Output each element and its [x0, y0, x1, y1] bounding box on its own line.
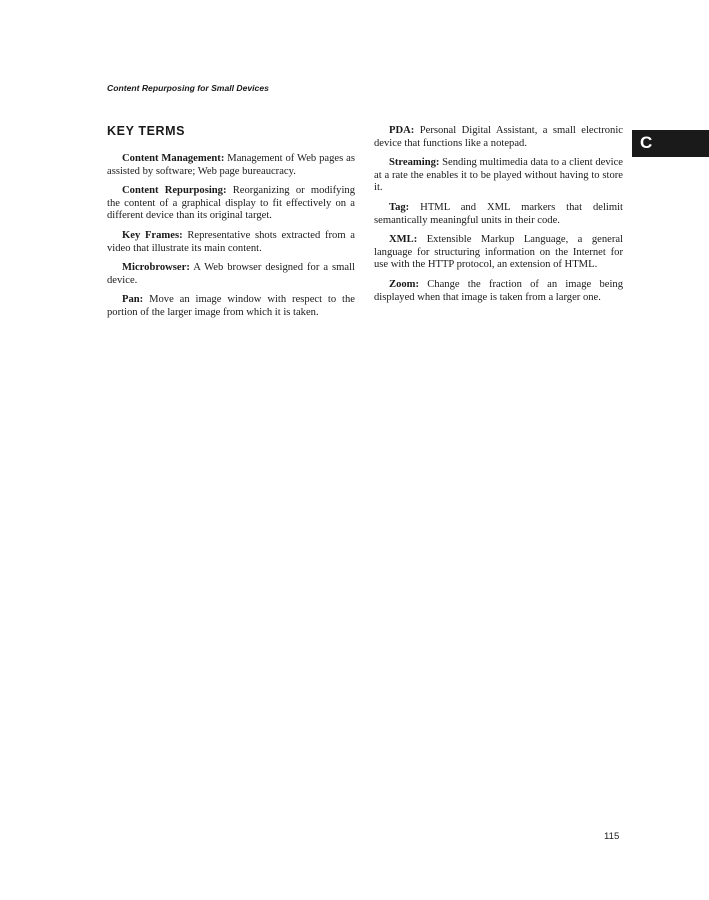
glossary-definition: A Web browser designed for a small device.: [107, 262, 355, 286]
glossary-definition: Reorganizing or modifying the content of a graphical display to fit effectively on a different device than its original target.: [107, 185, 355, 222]
glossary-term: PDA:: [389, 125, 415, 136]
glossary-definition: Move an image window with respect to the portion of the larger image from which it is taken.: [107, 294, 355, 318]
glossary-entry: [107, 262, 355, 287]
glossary-entry: [107, 185, 355, 223]
glossary-entry: [107, 230, 355, 255]
glossary-entry: [107, 153, 355, 178]
page-number: 115: [604, 831, 620, 842]
glossary-entry: [374, 202, 623, 227]
glossary-term: Tag:: [389, 201, 410, 213]
chapter-letter: C: [640, 133, 653, 152]
chapter-thumb-tab: [632, 130, 709, 157]
key-terms-right-column: [374, 125, 623, 311]
glossary-term: Zoom:: [389, 278, 420, 290]
glossary-entry: [374, 279, 623, 304]
glossary-entry: [374, 125, 623, 150]
glossary-definition: Management of Web pages as assisted by software; Web page bureaucracy.: [107, 153, 355, 177]
glossary-definition: Personal Digital Assistant, a small electronic device that functions like a notepad.: [374, 125, 623, 149]
glossary-definition: Sending multimedia data to a client device at a rate the enables it to be played without having to store it.: [374, 157, 623, 194]
glossary-term: Streaming:: [389, 157, 440, 169]
glossary-term: Pan:: [122, 294, 144, 306]
glossary-term: Content Management:: [122, 153, 225, 164]
section-title: KEY TERMS: [107, 124, 186, 138]
glossary-term: Microbrowser:: [122, 262, 190, 274]
glossary-definition: HTML and XML markers that delimit semantically meaningful units in their code.: [374, 201, 623, 226]
glossary-definition: Representative shots extracted from a video that illustrate its main content.: [107, 229, 355, 254]
glossary-definition: Change the fraction of an image being displayed when that image is taken from a larger one.: [374, 278, 623, 303]
glossary-definition: Extensible Markup Language, a general language for structuring information on the Internet for use with the HTTP protocol, an extension of HTML.: [374, 234, 623, 271]
glossary-entry: [107, 294, 355, 319]
glossary-entry: [374, 234, 623, 272]
key-terms-left-column: [107, 153, 355, 327]
running-head: Content Repurposing for Small Devices: [107, 83, 269, 93]
glossary-entry: [374, 157, 623, 195]
glossary-term: Content Repurposing:: [122, 185, 227, 197]
glossary-term: Key Frames:: [122, 229, 183, 241]
glossary-term: XML:: [389, 234, 418, 246]
